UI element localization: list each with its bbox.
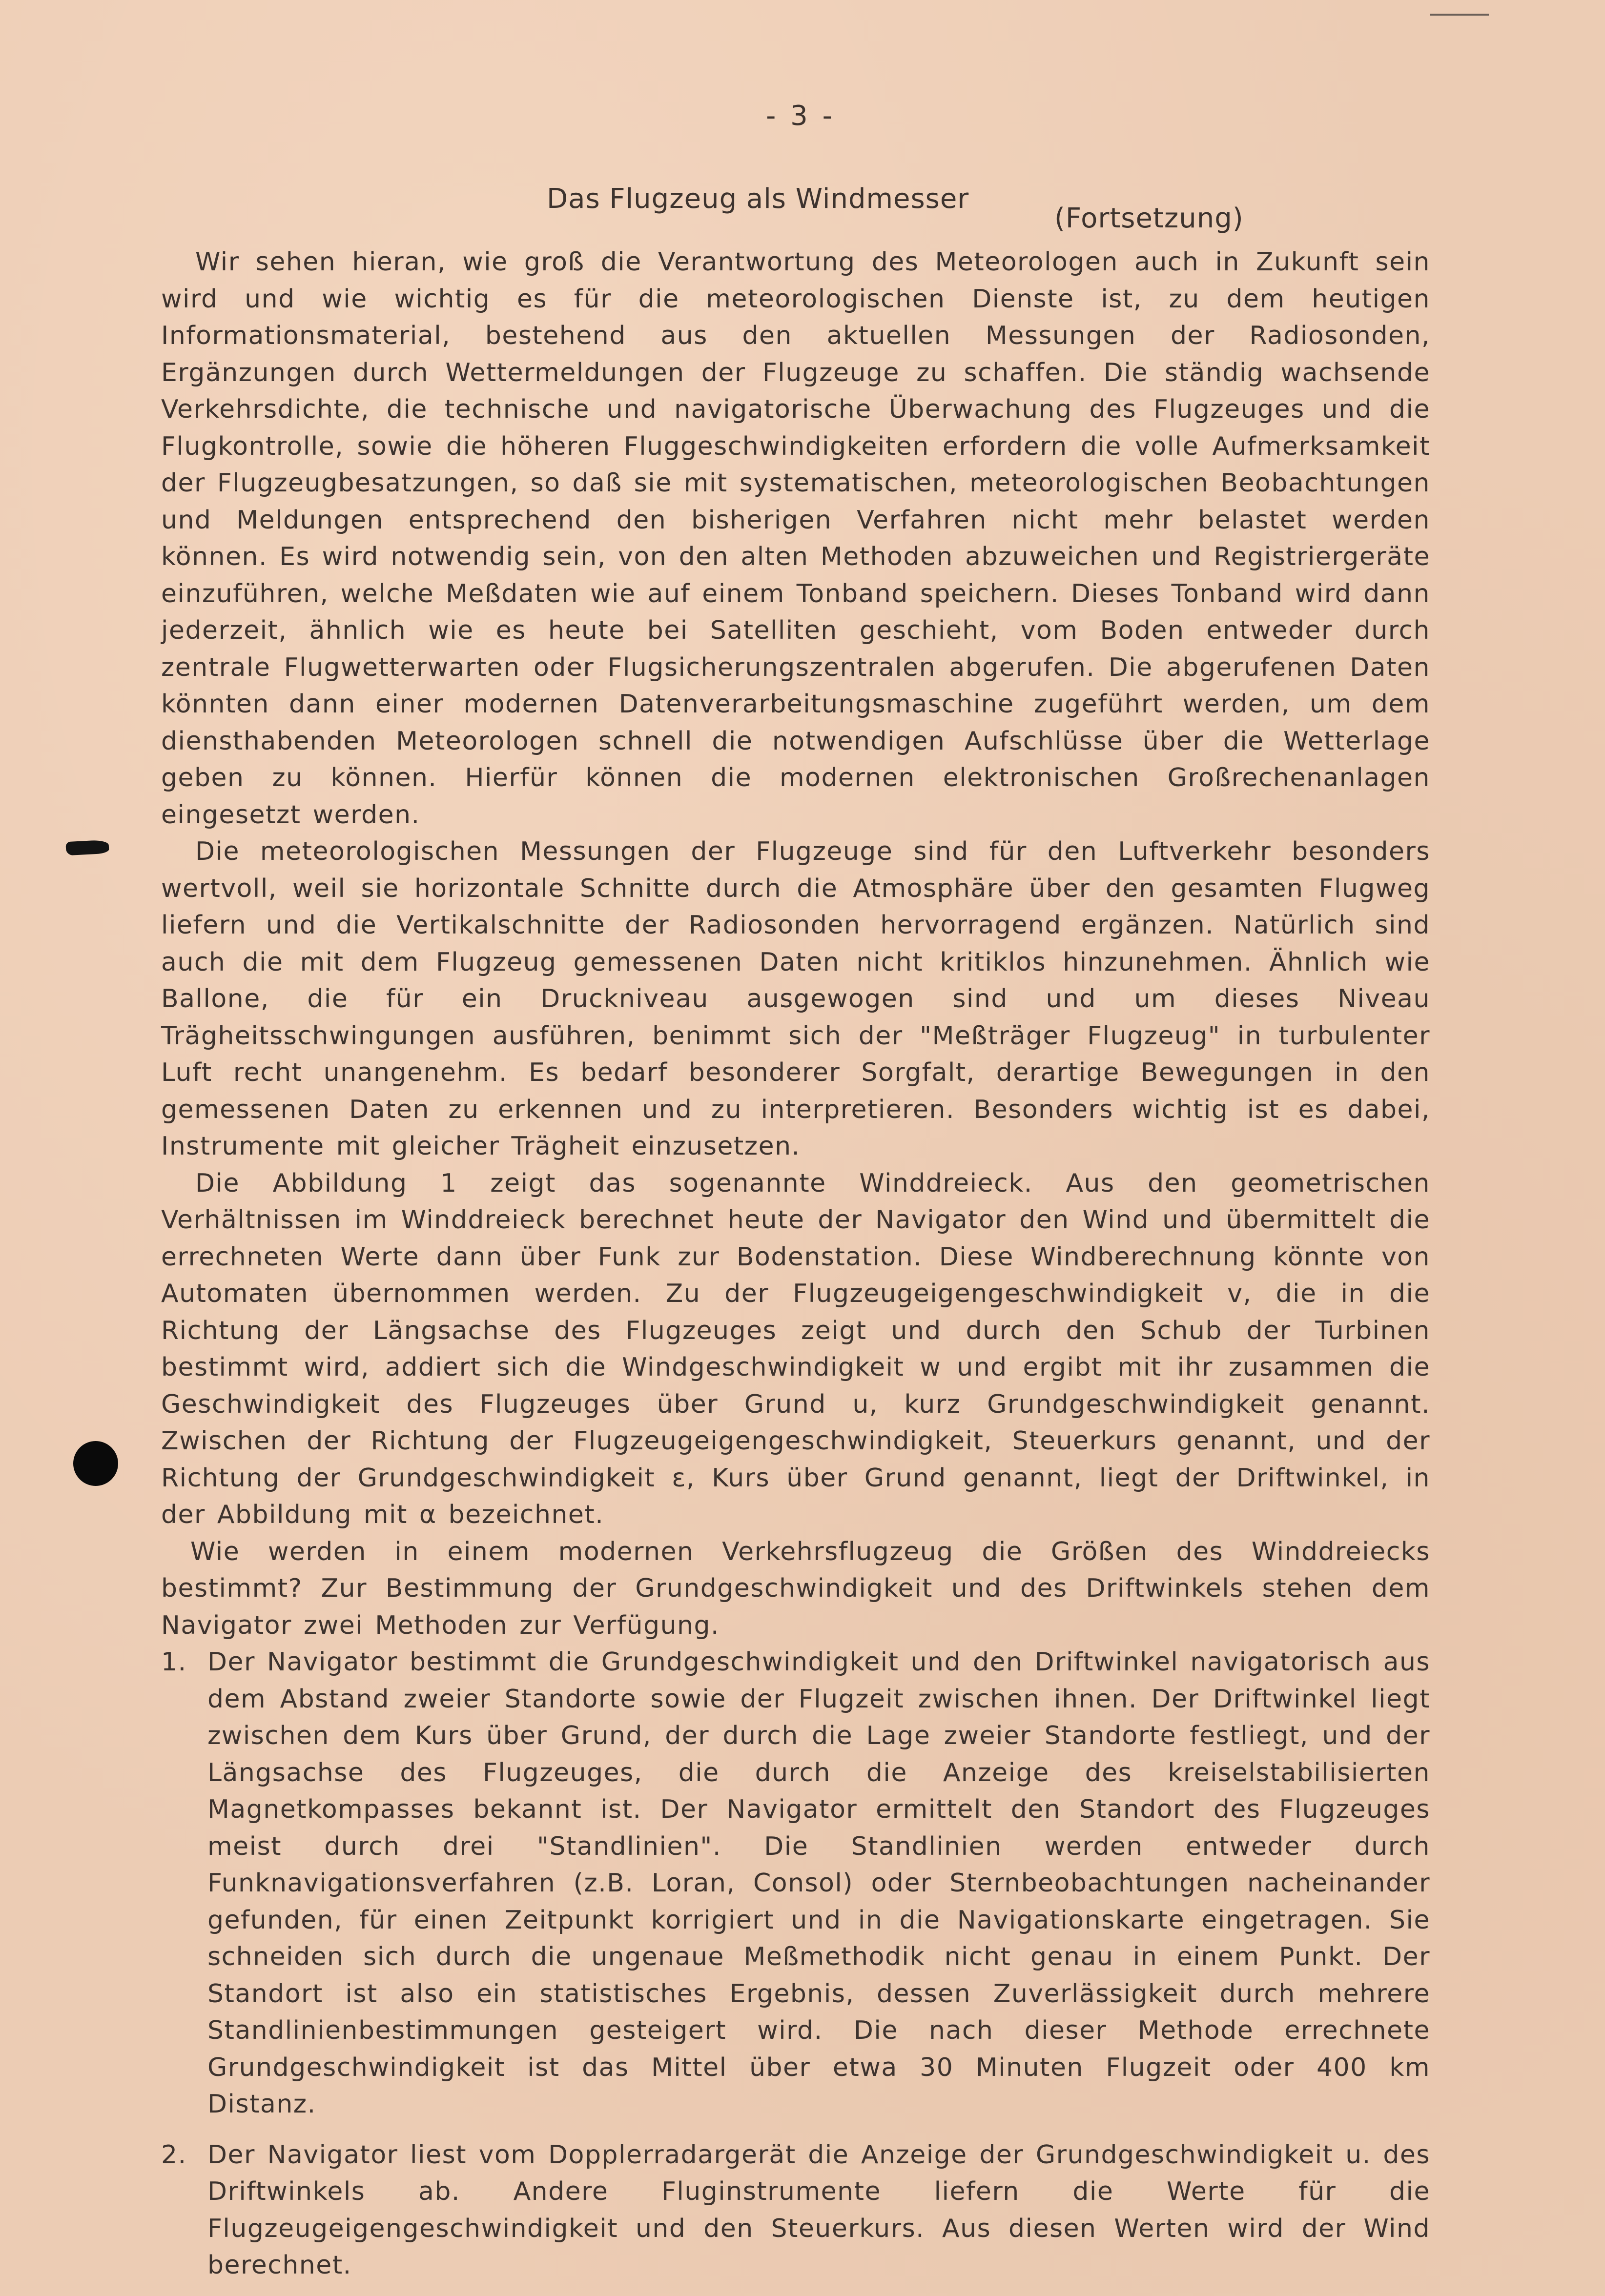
paragraph-1: Wir sehen hieran, wie groß die Verantwortung des Meteorologen auch in Zukunft sein wird und wie wichtig es für die meteorologischen Dienste ist, zu dem heutigen Informationsmaterial, bestehend aus den aktuellen Messungen der Radiosonden, Ergänzungen durch Wettermeldungen der Flugzeuge zu schaffen. Die ständig wachsende Verkehrsdichte, die technische und navigatorische Überwachung des Flugzeuges und die Flugkontrolle, sowie die höheren Fluggeschwindigkeiten erfordern die volle Aufmerksamkeit der Flugzeugbesatzungen, so daß sie mit systematischen, meteorologischen Beobachtungen und Meldungen entsprechend den bisherigen Verfahren nicht mehr belastet werden können. Es wird notwendig sein, von den alten Methoden abzuweichen und Registriergeräte einzuführen, welche Meßdaten wie auf einem Tonband speichern. Dieses Tonband wird dann jederzeit, ähnlich wie es heute bei Satelliten geschieht, vom Boden entweder durch zentrale Flugwetterwarten oder Flugsicherungszentralen abgerufen. Die abgerufenen Daten könnten dann einer modernen Datenverarbeitungsmaschine zugeführt werden, um dem diensthabenden Meteorologen schnell die notwendigen Aufschlüsse über die Wetterlage geben zu können. Hierfür können die modernen elektronischen Großrechenanlagen eingesetzt werden.: [161, 247, 1430, 830]
punch-hole: [73, 1441, 118, 1486]
edge-line: [1430, 14, 1489, 16]
list-item-number: 1.: [161, 1647, 187, 1677]
paragraph-2: Die meteorologischen Messungen der Flugzeuge sind für den Luftverkehr besonders wertvoll, weil sie horizontale Schnitte durch die Atmosphäre über den gesamten Flugweg liefern und die Vertikalschnitte der Radiosonden hervorragend ergänzen. Natürlich sind auch die mit dem Flugzeug gemessenen Daten nicht kritiklos hinzunehmen. Ähnlich wie Ballone, die für ein Druckniveau ausgewogen sind und um dieses Niveau Trägheitsschwingungen ausführen, benimmt sich der "Meßträger Flugzeug" in turbulenter Luft recht unangenehm. Es bedarf besonderer Sorgfalt, derartige Bewegungen in den gemessenen Daten zu erkennen und zu interpretieren. Besonders wichtig ist es dabei, Instrumente mit gleicher Trägheit einzusetzen.: [161, 837, 1430, 1161]
document-subtitle: (Fortsetzung): [1054, 203, 1244, 234]
list-item-text: Der Navigator bestimmt die Grundgeschwindigkeit und den Driftwinkel navigatorisch aus dem Abstand zweier Standorte sowie der Flugzeit zwischen ihnen. Der Driftwinkel liegt zwischen dem Kurs über Grund, der durch die Lage zweier Standorte festliegt, und der Längsachse des Flugzeuges, die durch die Anzeige des kreiselstabilisierten Magnetkompasses bekannt ist. Der Navigator ermittelt den Standort des Flugzeuges meist durch drei "Standlinien". Die Standlinien werden entweder durch Funknavigationsverfahren (z.B. Loran, Consol) oder Sternbeobachtungen nacheinander gefunden, für einen Zeitpunkt korrigiert und in die Navigationskarte eingetragen. Sie schneiden sich durch die ungenaue Meßmethodik nicht genau in einem Punkt. Der Standort ist also ein statistisches Ergebnis, dessen Zuverlässigkeit durch mehrere Standlinienbestimmungen gesteigert wird. Die nach dieser Methode errechnete Grundgeschwindigkeit ist das Mittel über etwa 30 Minuten Flugzeit oder 400 km Distanz.: [207, 1647, 1430, 2119]
list-item-number: 2.: [161, 2140, 187, 2170]
paragraph-3: Die Abbildung 1 zeigt das sogenannte Winddreieck. Aus den geometrischen Verhältnissen im Winddreieck berechnet heute der Navigator den Wind und übermittelt die errechneten Werte dann über Funk zur Bodenstation. Diese Windberechnung könnte von Automaten übernommen werden. Zu der Flugzeugeigengeschwindigkeit v, die in die Richtung der Längsachse des Flugzeuges zeigt und durch den Schub der Turbinen bestimmt wird, addiert sich die Windgeschwindigkeit w und ergibt mit ihr zusammen die Geschwindigkeit des Flugzeuges über Grund u, kurz Grundgeschwindigkeit genannt. Zwischen der Richtung der Flugzeugeigengeschwindigkeit, Steuerkurs genannt, und der Richtung der Grundgeschwindigkeit ε, Kurs über Grund genannt, liegt der Driftwinkel, in der Abbildung mit α bezeichnet.: [161, 1168, 1430, 1529]
document-title: Das Flugzeug als Windmesser: [547, 183, 969, 215]
paragraph-4: Wie werden in einem modernen Verkehrsflugzeug die Größen des Winddreiecks bestimmt? Zur Bestimmung der Grundgeschwindigkeit und des Driftwinkels stehen dem Navigator zwei Methoden zur Verfügung.: [161, 1537, 1430, 1640]
list-item-text: Der Navigator liest vom Dopplerradargerät die Anzeige der Grundgeschwindigkeit u. des Driftwinkels ab. Andere Fluginstrumente liefern die Werte für die Flugzeugeigengeschwindigkeit und den Steuerkurs. Aus diesen Werten wird der Wind berechnet.: [207, 2140, 1430, 2280]
document-body: [161, 244, 1430, 2284]
list-item: [161, 1644, 1430, 2123]
method-list: [161, 1644, 1430, 2284]
page-number: - 3 -: [766, 100, 835, 132]
list-item: [161, 2137, 1430, 2284]
